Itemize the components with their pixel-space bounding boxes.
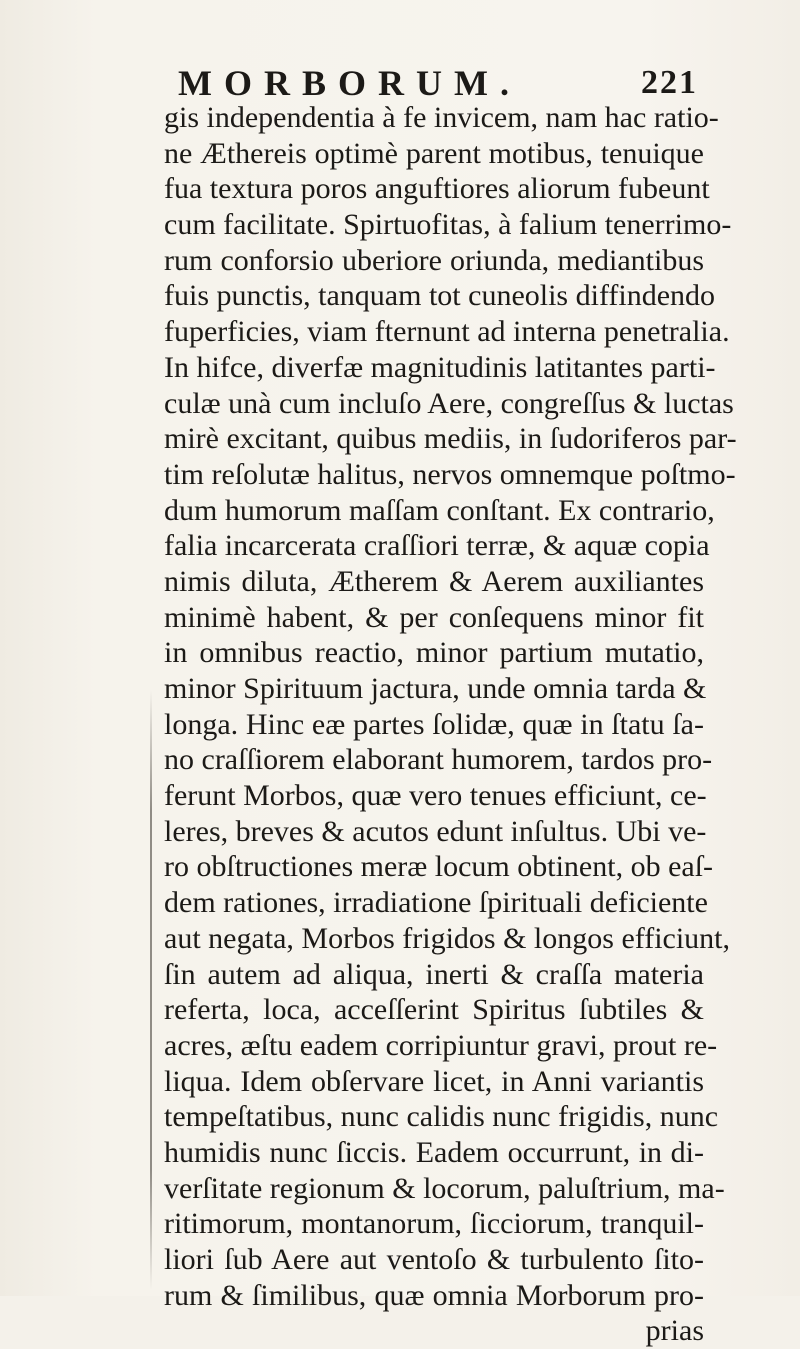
text-line: dem rationes, irradiatione ſpirituali deficiente [164, 886, 708, 920]
text-line: ferunt Morbos, quæ vero tenues efficiunt, ce- [164, 779, 707, 813]
text-line: no craſſiorem elaborant humorem, tardos pro- [164, 743, 713, 777]
text-line: fuperficies, viam fternunt ad interna penetralia. [164, 315, 730, 349]
text-line: culæ unà cum incluſo Aere, congreſſus & luctas [164, 386, 734, 420]
text-line: In hifce, diverfæ magnitudinis latitantes parti- [164, 350, 716, 384]
text-line: acres, æſtu eadem corripiuntur gravi, prout re- [164, 1028, 718, 1062]
text-line: fua textura poros anguftiores aliorum fubeunt [164, 172, 710, 206]
text-line: ritimorum, montanorum, ſicciorum, tranquil- [164, 1207, 704, 1241]
text-line: aut negata, Morbos frigidos & longos efficiunt, [164, 921, 731, 955]
text-line: liori ſub Aere aut ventoſo & turbulento ſito- [164, 1243, 704, 1276]
text-line: minimè habent, & per conſequens minor fit [164, 600, 704, 634]
text-line: leres, breves & acutos edunt inſultus. Ubi ve- [164, 814, 707, 848]
text-line: rum conforsio uberiore oriunda, mediantibus [164, 243, 704, 277]
text-line: liqua. Idem obſervare licet, in Anni variantis [164, 1064, 704, 1098]
text-line: in omnibus reactio, minor partium mutatio, [164, 636, 704, 670]
text-line: cum facilitate. Spirtuofitas, à falium tenerrimo- [164, 208, 732, 242]
page-header [178, 62, 698, 102]
text-line: rum & ſimilibus, quæ omnia Morborum pro- [164, 1278, 704, 1312]
text-line: humidis nunc ſiccis. Eadem occurrunt, in di- [164, 1135, 704, 1169]
text-line: tim reſolutæ halitus, nervos omnemque poſtmo- [164, 457, 736, 491]
page-number: 221 [641, 64, 698, 101]
text-line: ne Æthereis optimè parent motibus, tenuique [164, 136, 704, 170]
text-line: fuis punctis, tanquam tot cuneolis diffindendo [164, 279, 716, 313]
text-line: mirè excitant, quibus mediis, in ſudoriferos par- [164, 422, 737, 456]
binding-shadow [150, 690, 152, 1290]
text-line: gis independentia à fe invicem, nam hac ratio- [164, 101, 719, 134]
text-line: falia incarcerata craſſiori terræ, & aquæ copia [164, 529, 710, 563]
text-line: verſitate regionum & locorum, paluſtrium, ma- [164, 1171, 725, 1205]
body-text [164, 100, 737, 1349]
text-line: nimis diluta, Ætherem & Aerem auxiliantes [164, 564, 704, 598]
text-line: tempeſtatibus, nunc calidis nunc frigidis, nunc [164, 1100, 719, 1134]
text-line: minor Spirituum jactura, unde omnia tarda & [164, 672, 707, 705]
text-line: dum humorum maſſam conſtant. Ex contrario, [164, 493, 715, 527]
text-line: referta, loca, acceſſerint Spiritus ſubtiles & [164, 993, 704, 1027]
text-line: ſin autem ad aliqua, inerti & craſſa materia [164, 957, 704, 991]
text-line: longa. Hinc eæ partes ſolidæ, quæ in ſtatu ſa- [164, 707, 704, 741]
running-head: MORBORUM. [178, 63, 521, 103]
text-line: ro obſtructiones meræ locum obtinent, ob eaſ- [164, 850, 714, 884]
text-line: prias [645, 1314, 704, 1348]
